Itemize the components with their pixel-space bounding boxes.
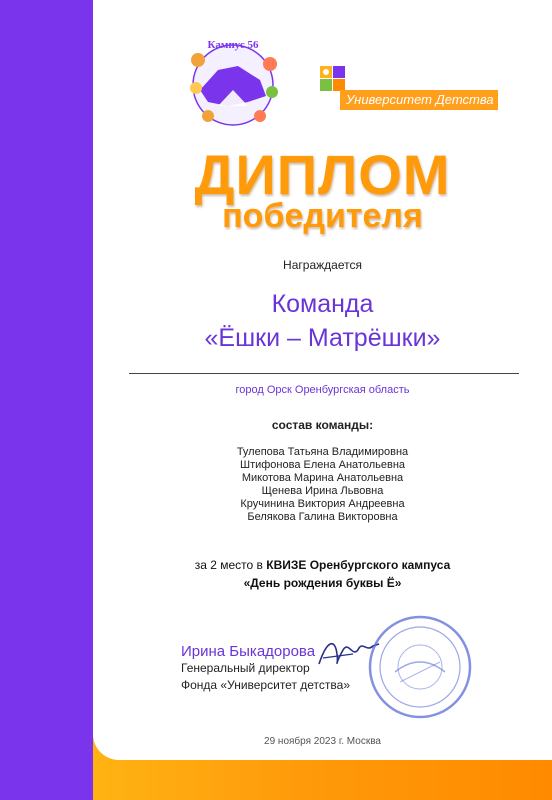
- ud-logo-banner: Университет Детства: [340, 90, 498, 110]
- list-item: Кручинина Виктория Андреевна: [240, 498, 405, 510]
- composition-heading: состав команды:: [271, 418, 374, 432]
- kampus-logo-text: Кампус 56: [207, 39, 259, 51]
- issue-date: 29 ноября 2023 г. Москва: [264, 736, 381, 747]
- place-line: [93, 558, 552, 572]
- team-name: «Ёшки – Матрёшки»: [204, 324, 441, 352]
- team-city: город Орск Оренбургская область: [235, 384, 410, 396]
- list-item: Тулепова Татьяна Владимировна: [236, 446, 409, 458]
- list-item: Щенева Ирина Львовна: [261, 485, 384, 497]
- team-label: Команда: [271, 290, 374, 318]
- place-event: КВИЗЕ Оренбургского кампуса: [266, 558, 451, 572]
- diploma-title: ДИПЛОМ: [194, 143, 451, 206]
- left-purple-band: [0, 0, 93, 800]
- diploma-content: [93, 0, 552, 760]
- awarded-label: Награждается: [283, 258, 362, 272]
- list-item: Штифонова Елена Анатольевна: [239, 459, 406, 471]
- signer-organization: Фонда «Университет детства»: [181, 678, 351, 692]
- divider-line: [129, 373, 519, 374]
- list-item: Микотова Марина Анатольевна: [241, 472, 404, 484]
- signer-role: Генеральный директор: [181, 661, 310, 675]
- list-item: Белякова Галина Викторовна: [247, 511, 398, 523]
- members-list: [93, 446, 552, 524]
- signer-name: Ирина Быкадорова: [181, 643, 316, 660]
- place-prefix: за 2 место в: [194, 558, 267, 572]
- event-name: «День рождения буквы Ё»: [243, 576, 402, 590]
- official-stamp: [365, 612, 475, 722]
- kampus-56-logo: [178, 30, 288, 130]
- diploma-subtitle: победителя: [222, 197, 423, 235]
